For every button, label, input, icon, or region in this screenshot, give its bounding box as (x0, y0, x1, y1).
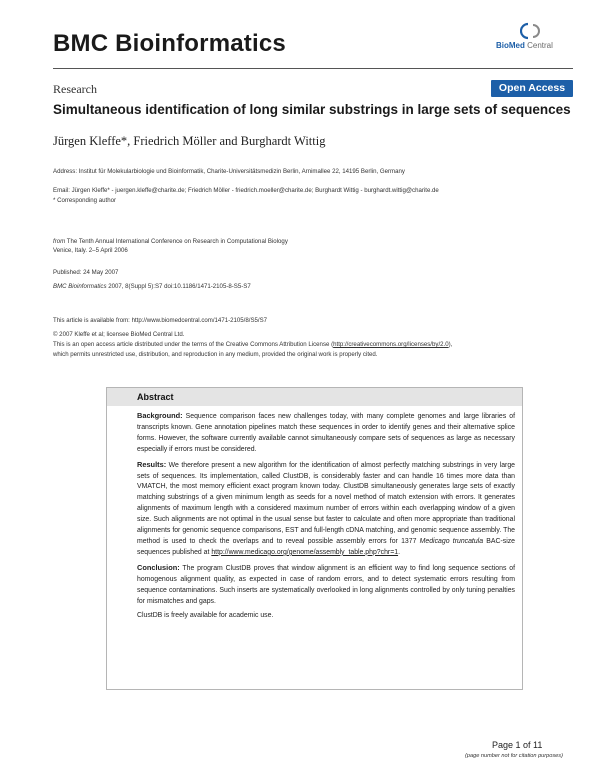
abstract-box (106, 387, 523, 690)
citation-line (53, 282, 251, 292)
license-prefix: This is an open access article distributed under the terms of the Creative Commons Attribution License ( (53, 341, 334, 348)
corresponding-author-note: * Corresponding author (53, 197, 117, 204)
logo-wordmark (496, 41, 553, 50)
logo-central: Central (524, 41, 553, 50)
abstract-header (107, 388, 522, 406)
results-link[interactable]: http://www.medicago.org/genome/assembly_table.php?chr=1 (211, 548, 399, 556)
results-text-2: BAC-size sequences published at (137, 537, 516, 556)
abstract-availability: ClustDB is freely available for academic use. (137, 612, 274, 620)
article-url[interactable]: This article is available from: http://www.biomedcentral.com/1471-2105/8/S5/S7 (53, 317, 268, 324)
background-label: Background: (137, 411, 183, 420)
license-link[interactable]: http://creativecommons.org/licenses/by/2.0 (333, 341, 449, 348)
open-access-badge: Open Access (491, 80, 573, 97)
abstract-background (137, 411, 515, 456)
journal-title: BMC Bioinformatics (53, 30, 286, 57)
header-divider (53, 68, 573, 69)
citation-details: 2007, 8(Suppl 5):S7 doi:10.1186/1471-2105-8-S5-S7 (106, 283, 251, 290)
copyright-notice: © 2007 Kleffe et al; licensee BioMed Central Ltd. (53, 331, 185, 338)
page-number: Page 1 of 11 (492, 740, 543, 750)
results-label: Results: (137, 459, 167, 469)
author-list: Jürgen Kleffe*, Friedrich Möller and Burghardt Wittig (53, 134, 326, 148)
section-label: Research (53, 82, 97, 96)
license-line-2: which permits unrestricted use, distribution, and reproduction in any medium, provided the original work is properly cited. (53, 351, 378, 358)
abstract-body (137, 411, 515, 626)
abstract-conclusion (137, 563, 515, 608)
paper-title: Simultaneous identification of long similar substrings in large sets of sequences (53, 102, 571, 117)
abstract-title: Abstract (137, 392, 174, 402)
results-species: Medicago truncatula (419, 537, 484, 545)
results-text: We therefore present a new algorithm for the identification of almost perfectly matching substrings in very large sets of sequences. Its implementation, called ClustDB, is considerably faster and can handle 16 times more data than VMATCH, the most memory efficient exact program known today. ClustDB simultaneously generates large sets of exactly matching substrings of a given minimum length as seeds for a novel method of match extension with errors. It generates alignments of maximum length with a considered maximum number of errors within each overlapping window of a given size. Such alignments are not optimal in the usual sense but faster to calculate and often more appropriate than traditional alignments for genomic sequence comparisons, EST and full-length cDNA matching, and genomic sequence assembly. The method is used to check the overlaps and to reveal possible assembly errors for 1377 (137, 461, 515, 545)
license-suffix: ), (448, 341, 453, 348)
abstract-results (137, 460, 515, 559)
license-line-1 (53, 340, 452, 350)
conclusion-text: The program ClustDB proves that window alignment is an efficient way to find long sequence sections of homogenous alignment quality, as expected in case of random errors, and to detect systematic errors resulting from sequence contaminations. Such inserts are systematically overlooked in long alignments controlled by only tuning penalties for mismatches and gaps. (137, 564, 515, 605)
author-address: Address: Institut für Molekularbiologie und Bioinformatik, Charite-Universitätsmedizin Berlin, Arnimallee 22, 14195 Berlin, Germany (53, 168, 405, 175)
author-emails: Email: Jürgen Kleffe* - juergen.kleffe@charite.de; Friedrich Möller - friedrich.moeller@charite.de; Burghardt Wittig - burghardt.wittig@charite.de (53, 187, 439, 194)
published-date: Published: 24 May 2007 (53, 269, 119, 276)
conference-name: The Tenth Annual International Conference on Research in Computational Biology (65, 238, 288, 245)
background-text: Sequence comparison faces new challenges today, with many complete genomes and large libraries of transcripts known. Gene annotation pipelines match these sequences in order to identify genes and their alternative splice forms. However, the software currently available cannot simultaneously compare sets of sequences as large as necessary especially if errors must be considered. (137, 413, 515, 453)
results-end: . (398, 548, 400, 556)
conference-place: Venice, Italy. 2–5 April 2006 (53, 247, 128, 254)
from-label: from (53, 238, 66, 245)
biomed-central-logo (496, 22, 568, 52)
citation-journal: BMC Bioinformatics (53, 283, 107, 290)
logo-bio: BioMed (496, 41, 525, 50)
page-number-note: (page number not for citation purposes) (465, 753, 563, 759)
biomed-central-mark-icon (520, 22, 542, 40)
conclusion-label: Conclusion: (137, 562, 180, 572)
